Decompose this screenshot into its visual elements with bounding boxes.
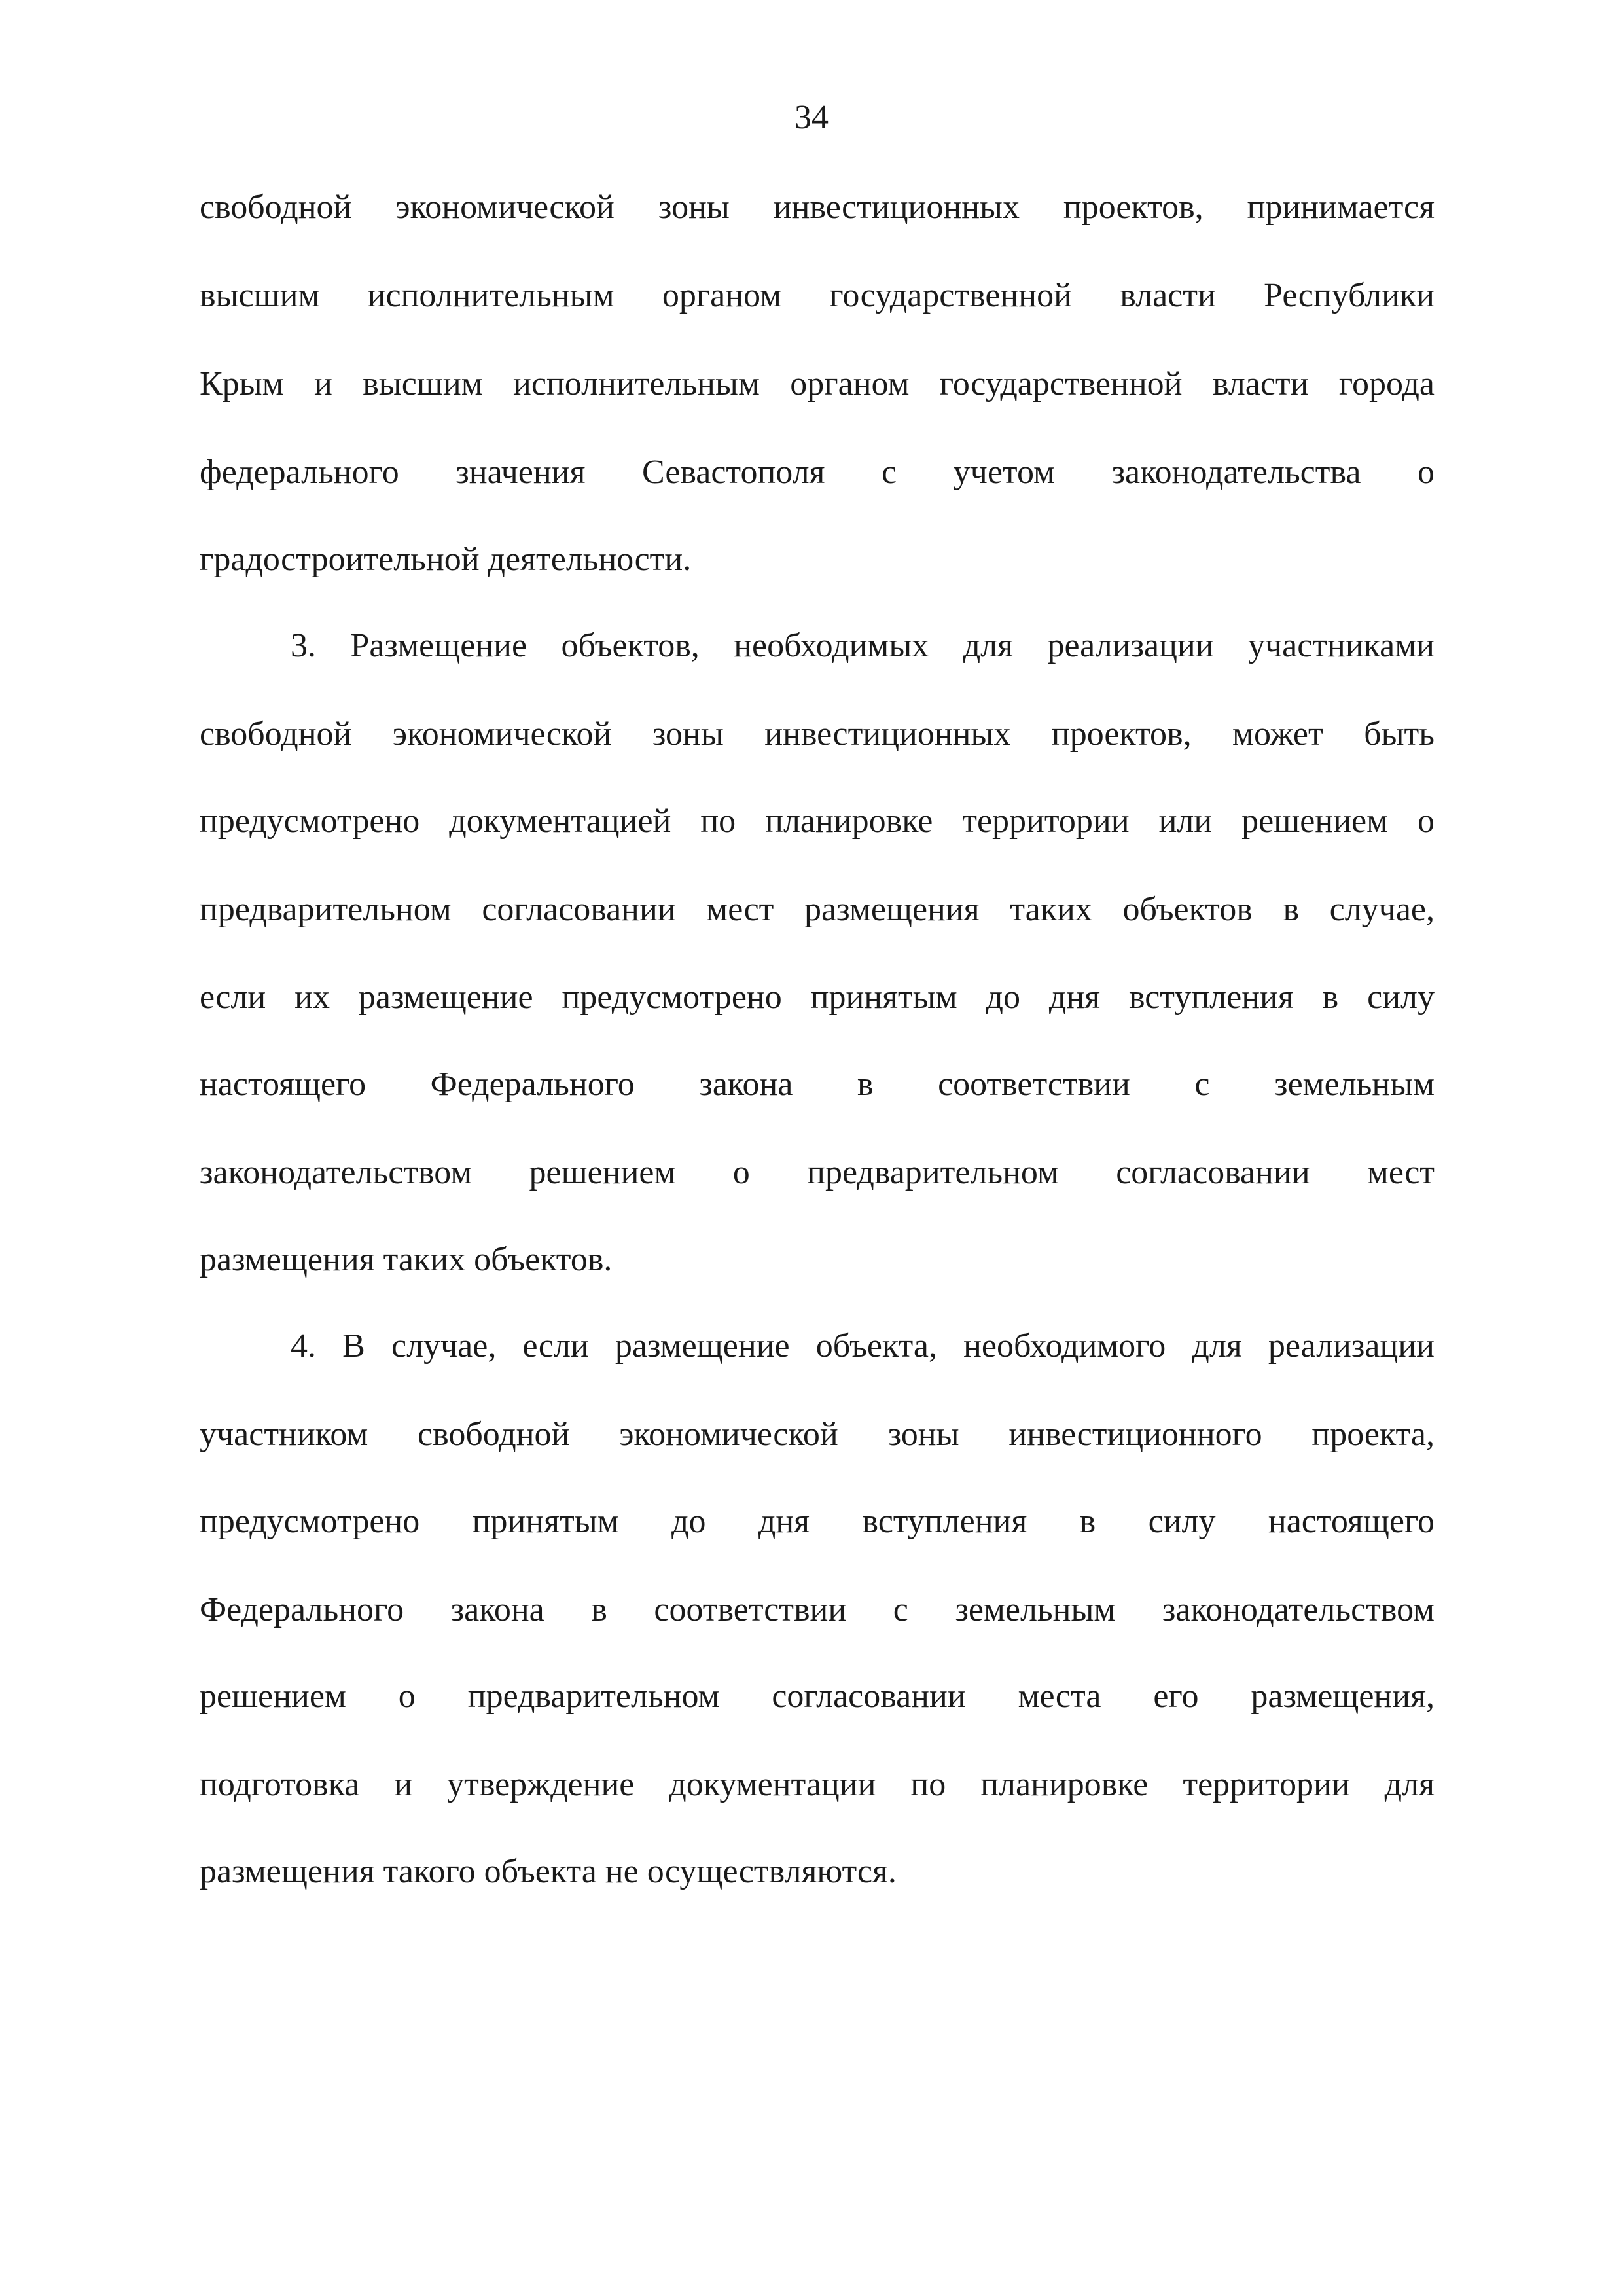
text-line: свободной экономической зоны инвестиционных проектов, принимается (200, 188, 1435, 226)
text-line: участником свободной экономической зоны инвестиционного проекта, (200, 1416, 1435, 1453)
paragraph-4-first-line: 4. В случае, если размещение объекта, необходимого для реализации (291, 1327, 1435, 1365)
text-line: предусмотрено принятым до дня вступления в силу настоящего (200, 1503, 1435, 1540)
text-line: законодательством решением о предварительном согласовании мест (200, 1154, 1435, 1191)
text-line: подготовка и утверждение документации по планировке территории для (200, 1766, 1435, 1803)
paragraph-3-first-line: 3. Размещение объектов, необходимых для реализации участниками (291, 627, 1435, 664)
text-line: размещения такого объекта не осуществляются. (200, 1853, 897, 1890)
text-line: настоящего Федерального закона в соответствии с земельным (200, 1066, 1435, 1103)
text-line: если их размещение предусмотрено принятым до дня вступления в силу (200, 978, 1435, 1016)
text-line: предварительном согласовании мест размещения таких объектов в случае, (200, 891, 1435, 928)
text-line: градостроительной деятельности. (200, 541, 692, 578)
text-line: свободной экономической зоны инвестиционных проектов, может быть (200, 715, 1435, 753)
text-line: Федерального закона в соответствии с земельным законодательством (200, 1591, 1435, 1628)
text-line: предусмотрено документацией по планировке территории или решением о (200, 802, 1435, 840)
text-line: размещения таких объектов. (200, 1241, 613, 1278)
text-line: федерального значения Севастополя с учетом законодательства о (200, 454, 1435, 491)
page-number: 34 (794, 99, 829, 136)
text-line: высшим исполнительным органом государственной власти Республики (200, 277, 1435, 314)
text-line: Крым и высшим исполнительным органом государственной власти города (200, 365, 1435, 403)
text-line: решением о предварительном согласовании места его размещения, (200, 1677, 1435, 1715)
